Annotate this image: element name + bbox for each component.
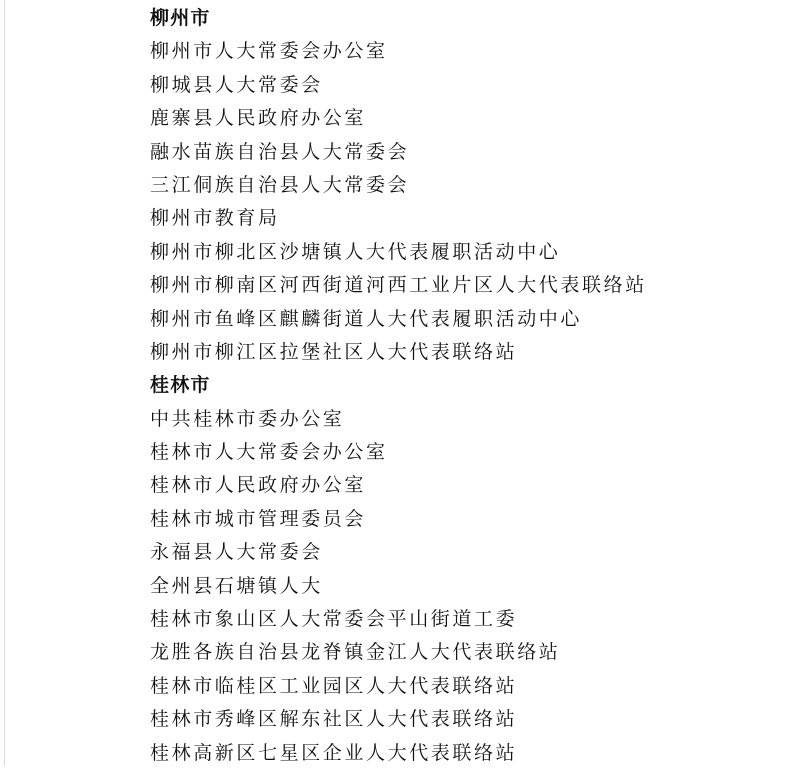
section-heading-liuzhou: 柳州市 <box>150 7 211 29</box>
list-item: 鹿寨县人民政府办公室 <box>150 107 367 130</box>
section-heading-guilin: 桂林市 <box>150 374 211 397</box>
list-item: 桂林市临桂区工业园区人大代表联络站 <box>150 674 518 697</box>
list-item: 柳州市柳南区河西街道河西工业片区人大代表联络站 <box>150 274 647 297</box>
list-item: 柳城县人大常委会 <box>150 73 323 96</box>
list-item: 柳州市人大常委会办公室 <box>150 40 388 63</box>
list-item: 永福县人大常委会 <box>150 541 323 564</box>
list-item: 三江侗族自治县人大常委会 <box>150 173 410 196</box>
list-item: 柳州市教育局 <box>150 207 280 230</box>
list-item: 柳州市柳北区沙塘镇人大代表履职活动中心 <box>150 240 561 263</box>
list-item: 龙胜各族自治县龙脊镇金江人大代表联络站 <box>150 641 561 664</box>
list-item: 桂林市象山区人大常委会平山街道工委 <box>150 608 518 631</box>
list-item: 桂林高新区七星区企业人大代表联络站 <box>150 741 518 764</box>
list-item: 桂林市城市管理委员会 <box>150 507 367 530</box>
document-list <box>150 2 770 770</box>
list-item: 融水苗族自治县人大常委会 <box>150 140 410 163</box>
list-item: 柳州市鱼峰区麒麟街道人大代表履职活动中心 <box>150 307 583 330</box>
list-item: 中共桂林市委办公室 <box>150 407 345 430</box>
list-item: 桂林市人民政府办公室 <box>150 474 367 497</box>
list-item: 全州县石塘镇人大 <box>150 574 323 597</box>
list-item: 桂林市秀峰区解东社区人大代表联络站 <box>150 708 518 731</box>
list-item: 柳州市柳江区拉堡社区人大代表联络站 <box>150 340 518 363</box>
list-item: 桂林市人大常委会办公室 <box>150 441 388 464</box>
page-edge-rule <box>4 0 5 766</box>
